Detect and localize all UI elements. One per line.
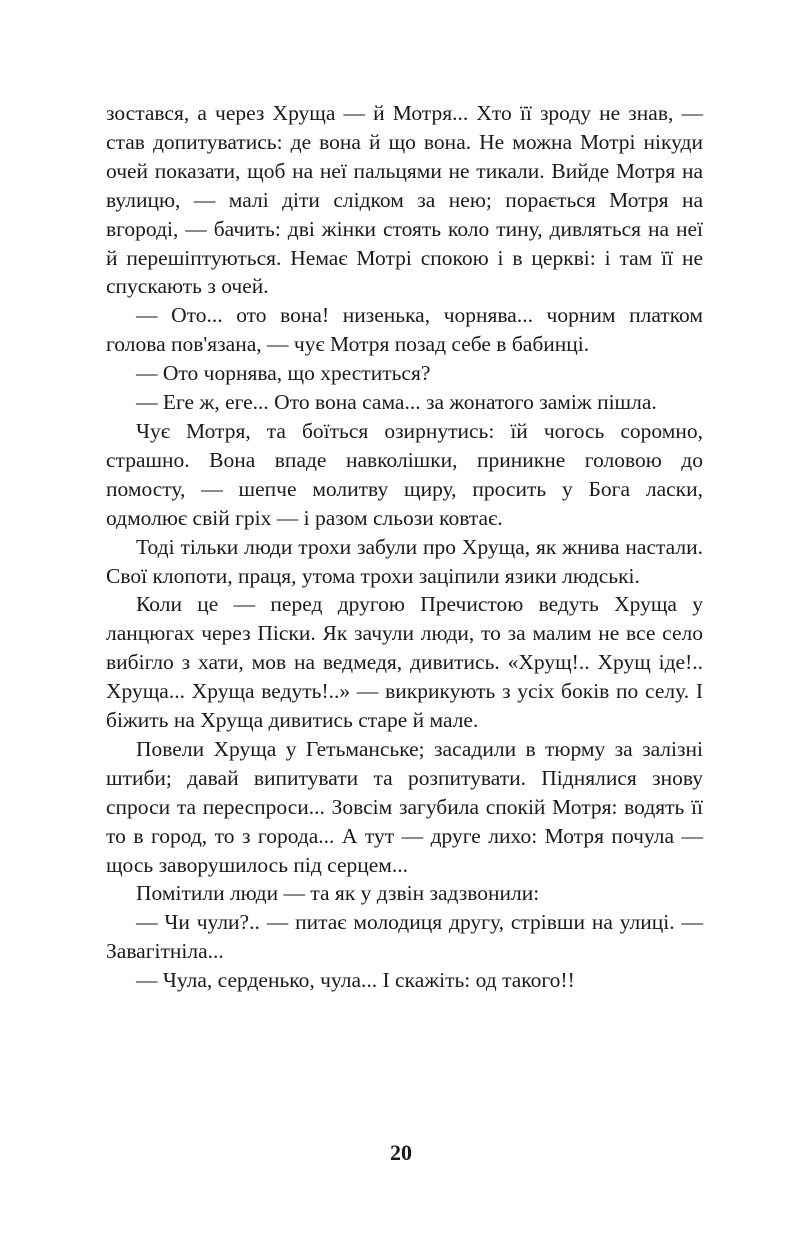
page-number: 20 <box>390 1140 412 1165</box>
paragraph-8: Повели Хруща у Гетьманське; засадили в тюрму за залізні штиби; давай випитувати та розпитувати. Піднялися знову спроси та переспроси... Зовсім загубила спокій Мотря: водять її то в город, то з города... А тут — друге лихо: Мотря почула — щось заворушилось під серцем... <box>106 736 703 877</box>
paragraph-4: — Еге ж, еге... Ото вона сама... за жонатого заміж пішла. <box>136 390 657 415</box>
paragraph-11: — Чула, серденько, чула... І скажіть: од такого!! <box>136 968 575 993</box>
paragraph-2: — Ото... ото вона! низенька, чорнява... чорним платком голова пов'язана, — чує Мотря позад себе в бабинці. <box>106 303 703 357</box>
paragraph-6: Тоді тільки люди трохи забули про Хруща, як жнива настали. Свої клопоти, праця, утома трохи заціпили язики людські. <box>106 534 703 588</box>
paragraph-7: Коли це — перед другою Пречистою ведуть Хруща у ланцюгах через Піски. Як зачули люди, то за малим не все село вибігло з хати, мов на ведмедя, дивитись. «Хрущ!.. Хрущ іде!.. Хруща... Хруща ведуть!..» — викрикують з усіх боків по селу. І біжить на Хруща дивитись старе й мале. <box>106 592 703 733</box>
paragraph-1: зостався, а через Хруща — й Мотря... Хто її зроду не знав, — став допитуватись: де вона й що вона. Не можна Мотрі нікуди очей показати, щоб на неї пальцями не тикали. Вийде Мотря на вулицю, — малі діти слідком за нею; порається Мотря на вгороді, — бачить: дві жінки стоять коло тину, дивляться на неї й перешіптуються. Немає Мотрі спокою і в церкві: і там її не спускають з очей. <box>106 101 703 299</box>
page-text <box>106 99 703 995</box>
paragraph-5: Чує Мотря, та боїться озирнутись: їй чогось соромно, страшно. Вона впаде навколішки, приникне головою до помосту, — шепче молитву щиру, просить у Бога ласки, одмолює свій гріх — і разом сльози ковтає. <box>106 418 703 530</box>
paragraph-3: — Ото чорнява, що хреститься? <box>136 361 431 386</box>
paragraph-10: — Чи чули?.. — питає молодиця другу, стрівши на улиці. — Завагітніла... <box>106 910 703 964</box>
paragraph-9: Помітили люди — та як у дзвін задзвонили: <box>136 881 540 906</box>
